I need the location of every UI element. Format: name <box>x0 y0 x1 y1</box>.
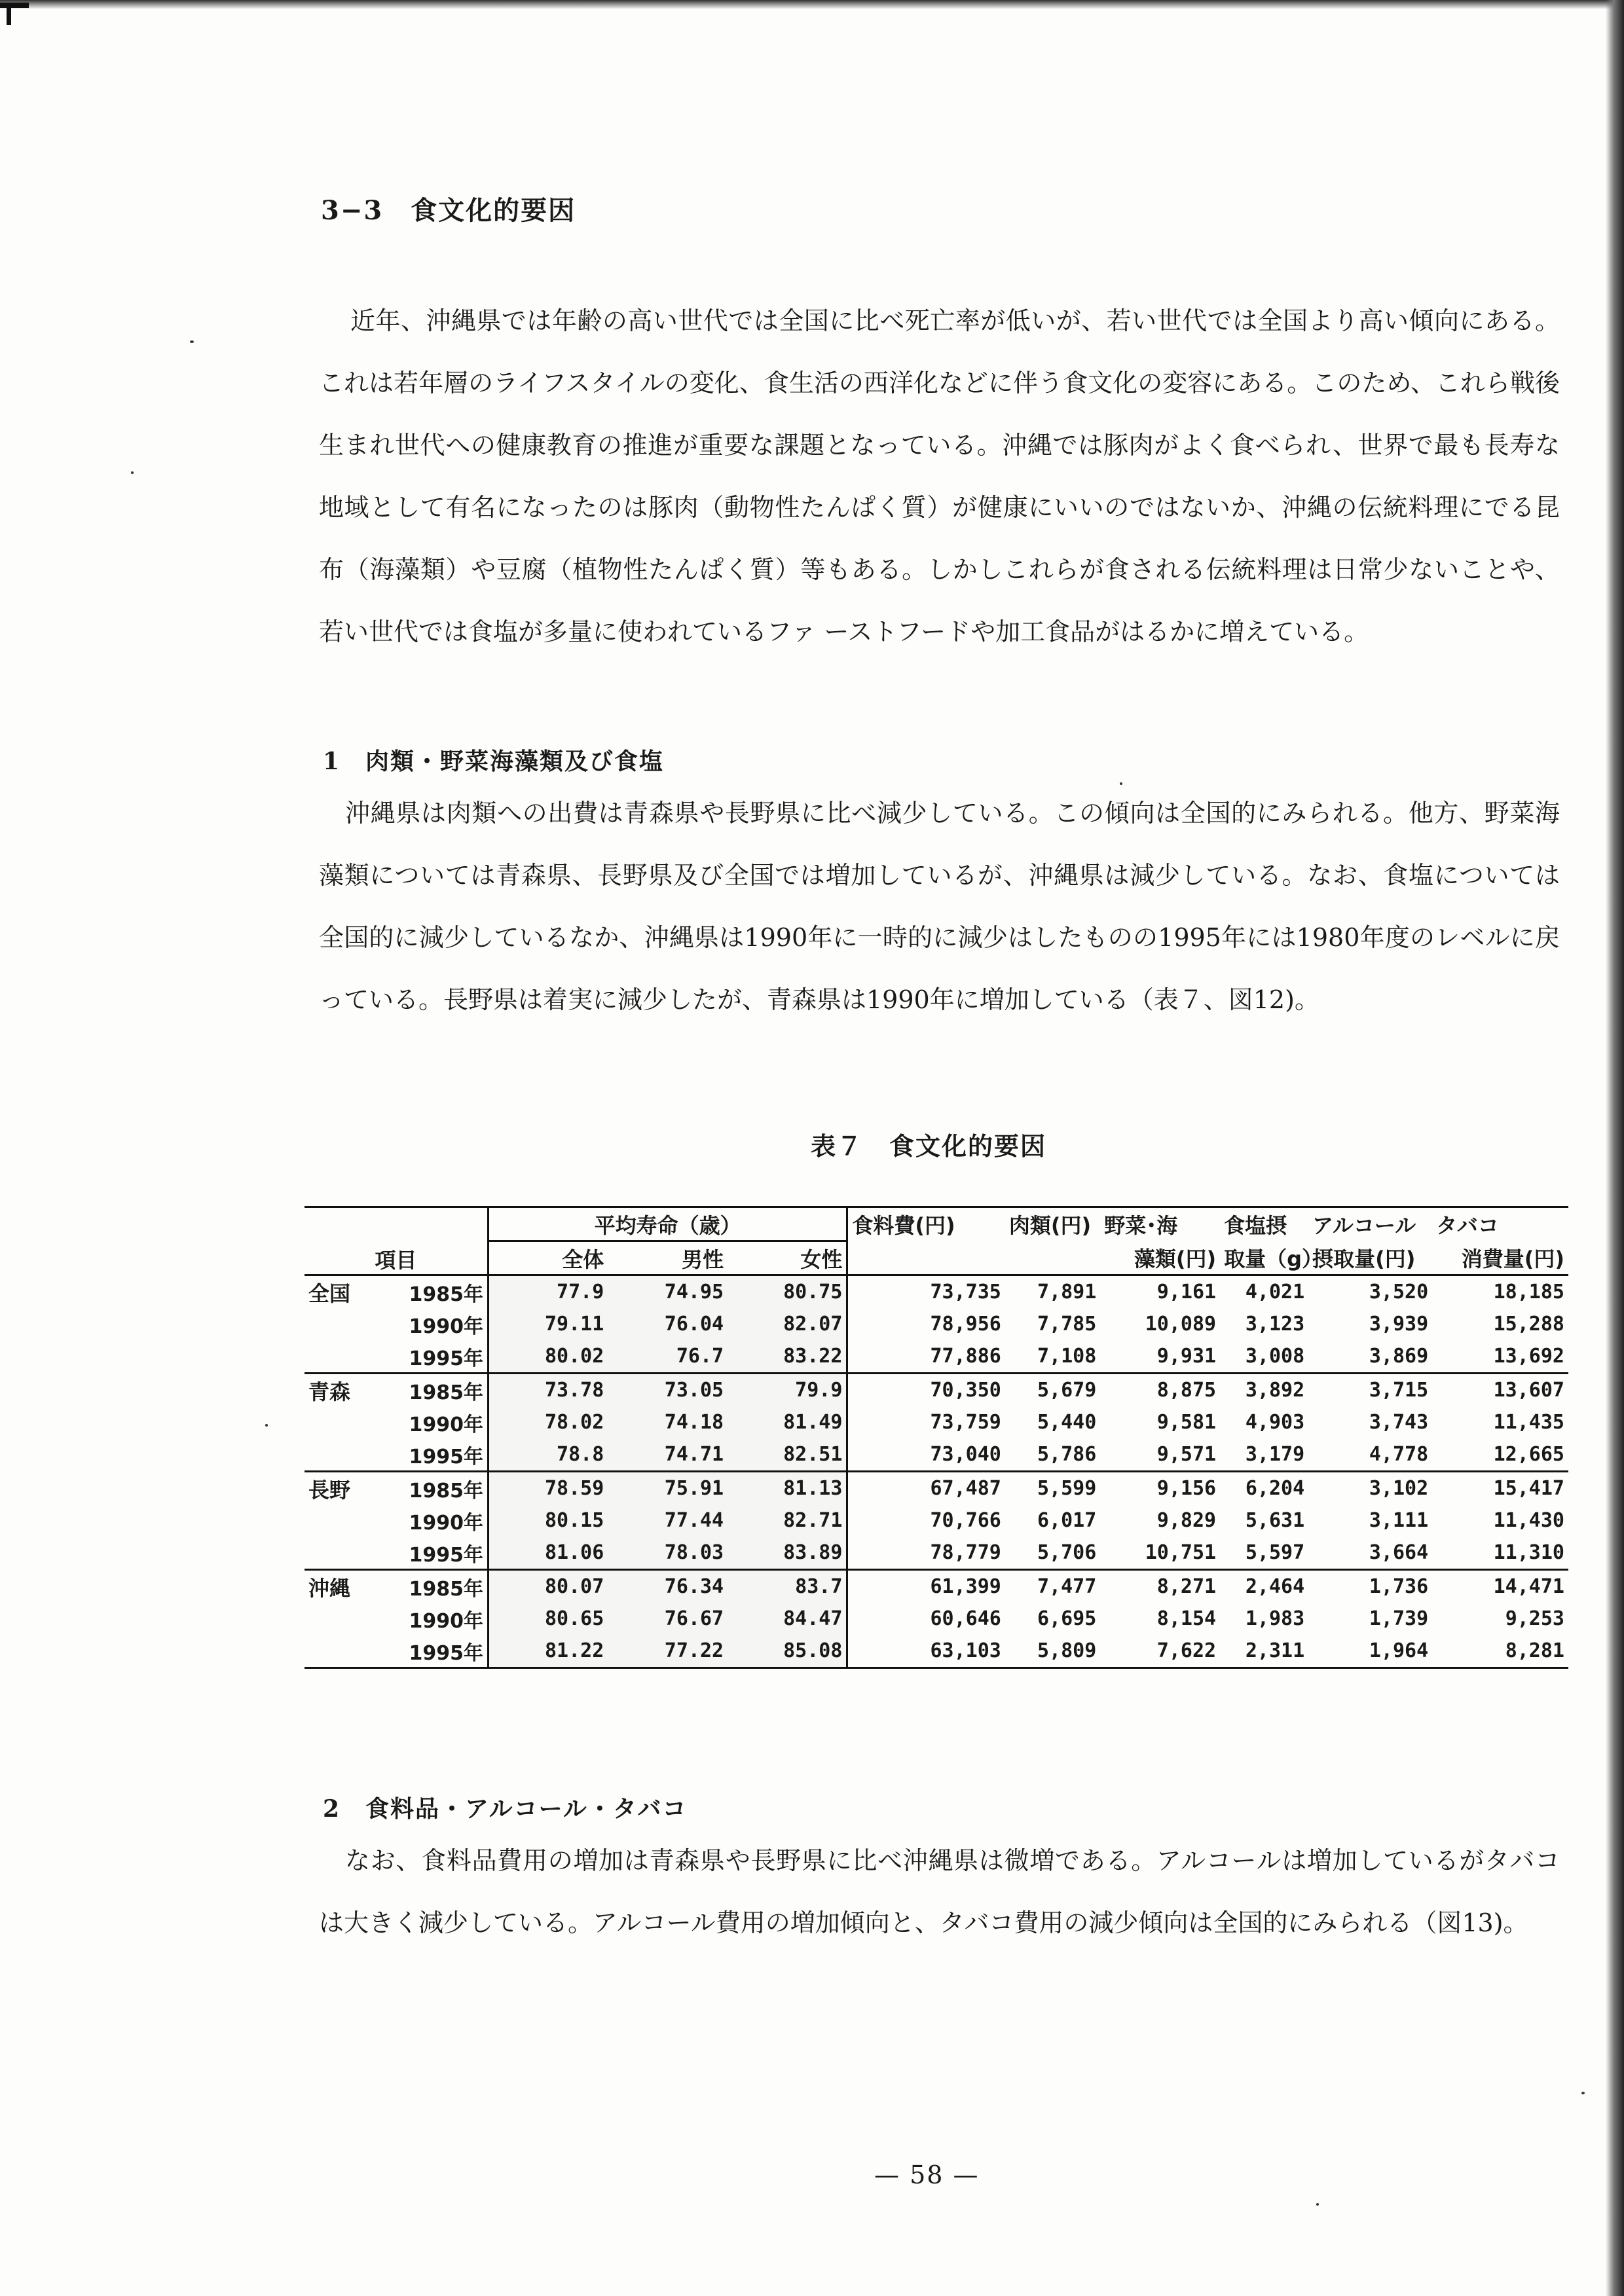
table-header-row-2 <box>304 1241 1568 1275</box>
pref-cell <box>304 1603 386 1635</box>
scan-speck <box>1316 2203 1319 2206</box>
tobacco-cell: 13,607 <box>1432 1374 1568 1407</box>
life-all-header: 全体 <box>488 1241 608 1275</box>
table-row <box>304 1537 1568 1570</box>
salt-cell: 3,123 <box>1245 1313 1305 1336</box>
salt-header-bottom: 取量（g） <box>1220 1241 1308 1275</box>
salt-cell: 1,983 <box>1245 1607 1305 1630</box>
life-all-cell: 80.07 <box>488 1570 608 1603</box>
alcohol-cell: 3,664 <box>1369 1541 1429 1564</box>
tobacco-cell: 11,430 <box>1493 1509 1564 1532</box>
food-expense-cell: 70,766 <box>930 1509 1001 1532</box>
salt-cell: 3,008 <box>1245 1345 1305 1368</box>
food-expense-header: 食料費(円) <box>847 1207 1005 1241</box>
table-body <box>304 1275 1568 1668</box>
pref-cell <box>304 1504 386 1537</box>
life-male-cell: 77.22 <box>608 1635 728 1668</box>
life-female-cell: 81.13 <box>728 1472 847 1505</box>
table-row <box>304 1308 1568 1340</box>
scan-speck <box>131 471 134 474</box>
life-all-cell: 80.02 <box>488 1340 608 1374</box>
pref-cell: 青森 <box>304 1374 386 1407</box>
alcohol-header-bottom: 摂取量(円) <box>1308 1241 1432 1275</box>
life-all-cell: 81.22 <box>488 1635 608 1668</box>
meat-cell: 6,695 <box>1037 1607 1097 1630</box>
food-expense-cell: 60,646 <box>930 1607 1001 1630</box>
pref-cell: 全国 <box>308 1281 351 1306</box>
table-row <box>304 1472 1568 1505</box>
year-cell: 1985年 <box>409 1283 483 1306</box>
year-cell: 1990年 <box>409 1511 483 1535</box>
alcohol-cell: 3,869 <box>1369 1345 1429 1368</box>
life-all-cell: 77.9 <box>488 1275 608 1309</box>
meat-cell: 5,706 <box>1037 1541 1097 1564</box>
table-row <box>304 1406 1568 1438</box>
meat-cell: 5,786 <box>1037 1443 1097 1466</box>
alcohol-header-top: アルコール <box>1308 1207 1432 1241</box>
life-female-cell: 80.75 <box>728 1275 847 1309</box>
life-all-cell: 78.02 <box>488 1406 608 1438</box>
life-all-cell: 80.65 <box>488 1603 608 1635</box>
salt-cell: 3,179 <box>1245 1443 1305 1466</box>
subsection-heading-1: 1 肉類・野菜海藻類及び食塩 <box>323 748 665 775</box>
life-expectancy-header: 平均寿命（歳） <box>488 1207 847 1241</box>
tobacco-cell: 9,253 <box>1505 1607 1564 1630</box>
meat-cell: 7,477 <box>1005 1570 1100 1603</box>
table-row <box>304 1603 1568 1635</box>
life-female-cell: 83.89 <box>728 1537 847 1570</box>
tobacco-cell: 11,310 <box>1493 1541 1564 1564</box>
page-number: — 58 — <box>874 2160 980 2189</box>
year-cell: 1990年 <box>409 1315 483 1338</box>
meat-cell: 7,891 <box>1037 1281 1097 1303</box>
vegetable-cell: 8,154 <box>1156 1607 1217 1630</box>
table-header-row-1 <box>304 1207 1568 1241</box>
pref-cell <box>304 1635 386 1668</box>
scan-right-edge <box>1606 0 1624 2296</box>
alcohol-cell: 3,102 <box>1308 1472 1432 1505</box>
life-all-cell: 78.8 <box>488 1438 608 1472</box>
life-female-cell: 82.07 <box>728 1308 847 1340</box>
vegetable-cell: 10,089 <box>1145 1313 1217 1336</box>
pref-cell: 沖縄 <box>304 1570 386 1603</box>
salt-cell: 5,631 <box>1245 1509 1305 1532</box>
pref-cell <box>304 1537 386 1570</box>
table-title: 表７ 食文化的要因 <box>811 1131 1047 1161</box>
alcohol-cell: 1,739 <box>1369 1607 1429 1630</box>
vegetable-cell: 9,931 <box>1156 1345 1217 1368</box>
subsection-heading-2: 2 食料品・アルコール・タバコ <box>323 1795 688 1823</box>
life-male-cell: 75.91 <box>608 1472 728 1505</box>
food-expense-cell: 78,956 <box>930 1313 1001 1336</box>
meat-cell: 5,440 <box>1037 1411 1097 1434</box>
tobacco-cell: 8,281 <box>1432 1635 1568 1668</box>
meat-cell: 5,809 <box>1005 1635 1100 1668</box>
alcohol-cell: 4,778 <box>1369 1443 1429 1466</box>
tobacco-cell: 18,185 <box>1493 1281 1564 1303</box>
vegetable-cell: 9,571 <box>1156 1443 1217 1466</box>
food-culture-table <box>304 1206 1568 1669</box>
vegetable-header-bottom: 藻類(円) <box>1100 1241 1220 1275</box>
vegetable-cell: 9,161 <box>1156 1281 1217 1303</box>
tobacco-cell: 11,435 <box>1493 1411 1564 1434</box>
scan-speck <box>1120 782 1122 785</box>
life-female-cell: 84.47 <box>728 1603 847 1635</box>
year-cell: 1990年 <box>409 1609 483 1633</box>
alcohol-cell: 3,715 <box>1308 1374 1432 1407</box>
year-cell: 1995年 <box>409 1347 483 1370</box>
vegetable-cell: 8,271 <box>1100 1570 1220 1603</box>
food-expense-cell: 77,886 <box>930 1345 1001 1368</box>
tobacco-cell: 15,288 <box>1493 1313 1564 1336</box>
year-cell: 1990年 <box>409 1413 483 1436</box>
life-female-cell: 82.51 <box>728 1438 847 1472</box>
salt-cell: 4,021 <box>1245 1281 1305 1303</box>
vegetable-cell: 9,156 <box>1100 1472 1220 1505</box>
food-expense-cell: 73,040 <box>930 1443 1001 1466</box>
alcohol-cell: 3,111 <box>1369 1509 1429 1532</box>
life-male-cell: 76.34 <box>608 1570 728 1603</box>
table-row <box>304 1438 1568 1472</box>
meat-cell: 7,108 <box>1037 1345 1097 1368</box>
corner-registration-mark <box>0 0 29 25</box>
meat-cell: 7,785 <box>1037 1313 1097 1336</box>
pref-cell <box>304 1406 386 1438</box>
subsection-paragraph-2: なお、食料品費用の増加は青森県や長野県に比べ沖縄県は微増である。アルコールは増加しているがタバコは大きく減少している。アルコール費用の増加傾向と、タバコ費用の減少傾向は全国的にみられる（図13)。 <box>319 1846 1560 1937</box>
year-cell: 1995年 <box>386 1635 489 1668</box>
life-male-cell: 78.03 <box>608 1537 728 1570</box>
alcohol-cell: 1,736 <box>1308 1570 1432 1603</box>
scan-speck <box>190 340 194 343</box>
life-all-cell: 78.59 <box>488 1472 608 1505</box>
salt-cell: 3,892 <box>1220 1374 1308 1407</box>
year-cell: 1985年 <box>386 1570 489 1603</box>
pref-cell <box>304 1308 386 1340</box>
life-all-cell: 73.78 <box>488 1374 608 1407</box>
life-male-cell: 76.04 <box>608 1308 728 1340</box>
alcohol-cell: 3,939 <box>1369 1313 1429 1336</box>
alcohol-cell: 3,520 <box>1369 1281 1429 1303</box>
food-expense-cell: 67,487 <box>847 1472 1005 1505</box>
year-cell: 1985年 <box>386 1374 489 1407</box>
alcohol-cell: 1,964 <box>1308 1635 1432 1668</box>
salt-cell: 2,464 <box>1220 1570 1308 1603</box>
vegetable-cell: 10,751 <box>1145 1541 1217 1564</box>
food-expense-cell: 70,350 <box>847 1374 1005 1407</box>
intro-paragraph: 近年、沖縄県では年齢の高い世代では全国に比べ死亡率が低いが、若い世代では全国より高い傾向にある。 これは若年層のライフスタイルの変化、食生活の西洋化などに伴う食文化の変容にある。このため、これら戦後生まれ世代への健康教育の推進が重要な課題となっている。沖縄では豚肉がよく食べられ、世界で最も長寿な地域として有名になったのは豚肉（動物性たんぱく質）が健康にいいのではないか、沖縄の伝統料理にでる昆布（海藻類）や豆腐（植物性たんぱく質）等もある。しかしこれらが食される伝統料理は日常少ないことや、若い世代では食塩が多量に使われているファ ーストフードや加工食品がはるかに増えている。 <box>319 306 1560 646</box>
life-male-cell: 74.95 <box>608 1275 728 1309</box>
tobacco-header-bottom: 消費量(円) <box>1432 1241 1568 1275</box>
life-female-cell: 82.71 <box>728 1504 847 1537</box>
life-female-cell: 81.49 <box>728 1406 847 1438</box>
year-cell: 1995年 <box>409 1445 483 1468</box>
section-heading: 3−3 食文化的要因 <box>321 195 576 226</box>
life-female-cell: 79.9 <box>728 1374 847 1407</box>
meat-cell: 5,679 <box>1005 1374 1100 1407</box>
scan-speck <box>265 1424 268 1427</box>
pref-cell <box>304 1438 386 1472</box>
item-header: 項目 <box>304 1207 488 1275</box>
tobacco-header-top: タバコ <box>1432 1207 1568 1241</box>
salt-cell: 6,204 <box>1220 1472 1308 1505</box>
pref-cell <box>304 1340 386 1374</box>
life-male-cell: 74.71 <box>608 1438 728 1472</box>
tobacco-cell: 14,471 <box>1432 1570 1568 1603</box>
life-female-cell: 85.08 <box>728 1635 847 1668</box>
food-expense-cell: 73,759 <box>930 1411 1001 1434</box>
life-all-cell: 81.06 <box>488 1537 608 1570</box>
scan-speck <box>1581 2092 1585 2094</box>
tobacco-cell: 13,692 <box>1493 1345 1564 1368</box>
life-male-cell: 76.67 <box>608 1603 728 1635</box>
vegetable-cell: 7,622 <box>1100 1635 1220 1668</box>
vegetable-cell: 9,829 <box>1156 1509 1217 1532</box>
life-all-cell: 80.15 <box>488 1504 608 1537</box>
life-all-cell: 79.11 <box>488 1308 608 1340</box>
scan-top-edge <box>0 0 1624 9</box>
life-female-cell: 83.7 <box>728 1570 847 1603</box>
year-cell: 1995年 <box>409 1543 483 1567</box>
table-row <box>304 1570 1568 1603</box>
life-female-cell: 83.22 <box>728 1340 847 1374</box>
vegetable-cell: 9,581 <box>1156 1411 1217 1434</box>
table-row <box>304 1275 1568 1309</box>
salt-cell: 5,597 <box>1245 1541 1305 1564</box>
table-row <box>304 1374 1568 1407</box>
salt-cell: 4,903 <box>1245 1411 1305 1434</box>
food-expense-cell: 61,399 <box>847 1570 1005 1603</box>
life-male-header: 男性 <box>608 1241 728 1275</box>
salt-header-top: 食塩摂 <box>1220 1207 1308 1241</box>
subsection-paragraph-1: 沖縄県は肉類への出費は青森県や長野県に比べ減少している。この傾向は全国的にみられる。他方、野菜海藻類については青森県、長野県及び全国では増加しているが、沖縄県は減少している。なお、食塩については全国的に減少しているなか、沖縄県は1990年に一時的に減少はしたものの1995年には1980年度のレベルに戻っている。長野県は着実に減少したが、青森県は1990年に増加している（表７、図12)。 <box>319 799 1560 1014</box>
food-expense-cell: 63,103 <box>847 1635 1005 1668</box>
meat-header: 肉類(円) <box>1005 1207 1100 1241</box>
table-row <box>304 1635 1568 1668</box>
alcohol-cell: 3,743 <box>1369 1411 1429 1434</box>
life-male-cell: 73.05 <box>608 1374 728 1407</box>
food-expense-cell: 73,735 <box>930 1281 1001 1303</box>
meat-cell: 5,599 <box>1005 1472 1100 1505</box>
food-expense-cell: 78,779 <box>930 1541 1001 1564</box>
vegetable-cell: 8,875 <box>1100 1374 1220 1407</box>
tobacco-cell: 15,417 <box>1432 1472 1568 1505</box>
vegetable-header-top: 野菜･海 <box>1100 1207 1220 1241</box>
table-row <box>304 1340 1568 1374</box>
tobacco-cell: 12,665 <box>1493 1443 1564 1466</box>
salt-cell: 2,311 <box>1220 1635 1308 1668</box>
pref-cell: 長野 <box>304 1472 386 1505</box>
life-female-header: 女性 <box>728 1241 847 1275</box>
year-cell: 1985年 <box>386 1472 489 1505</box>
life-male-cell: 74.18 <box>608 1406 728 1438</box>
meat-cell: 6,017 <box>1037 1509 1097 1532</box>
life-male-cell: 77.44 <box>608 1504 728 1537</box>
table-row <box>304 1504 1568 1537</box>
life-male-cell: 76.7 <box>608 1340 728 1374</box>
